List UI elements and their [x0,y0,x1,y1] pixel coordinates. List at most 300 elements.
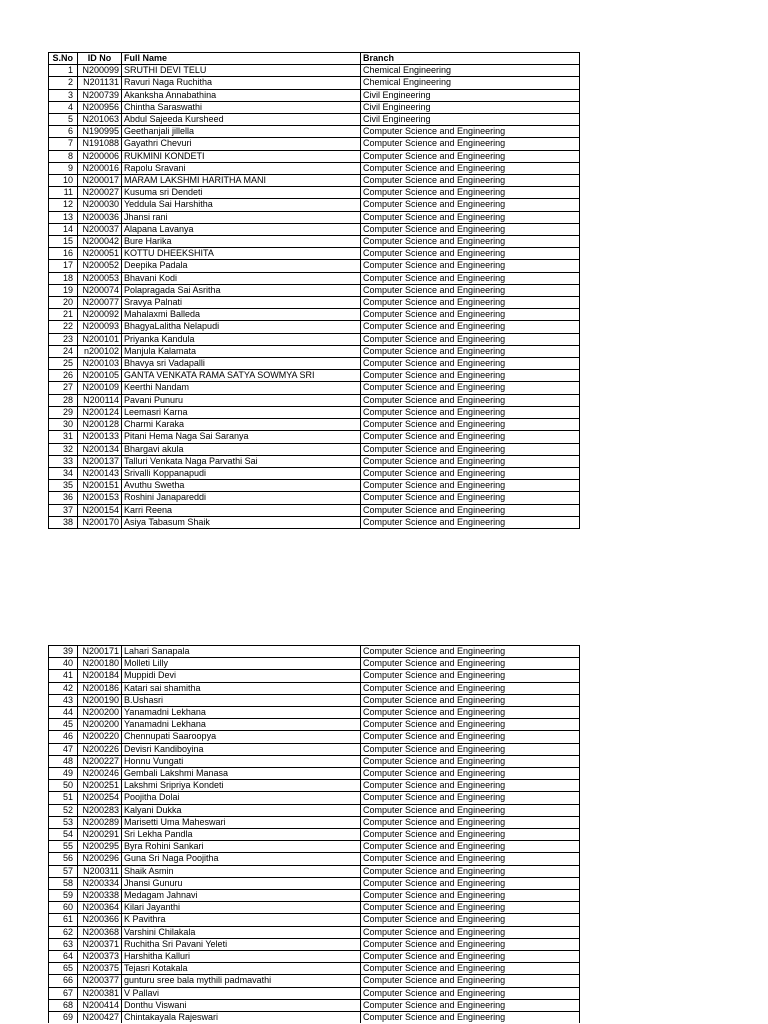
cell-full-name: Gembali Lakshmi Manasa [122,768,361,780]
cell-full-name: RUKMINI KONDETI [122,150,361,162]
cell-full-name: Chennupati Saaroopya [122,731,361,743]
cell-id-no: n200102 [78,345,122,357]
cell-full-name: Marisetti Uma Maheswari [122,816,361,828]
cell-full-name: Avuthu Swetha [122,480,361,492]
cell-id-no: N200296 [78,853,122,865]
table-row [49,284,580,296]
cell-branch: Computer Science and Engineering [361,248,580,260]
cell-full-name: Sri Lekha Pandla [122,829,361,841]
cell-sno: 27 [49,382,78,394]
table-body-1 [49,65,580,529]
cell-branch: Computer Science and Engineering [361,987,580,999]
table-row [49,272,580,284]
cell-sno: 5 [49,114,78,126]
table-row [49,309,580,321]
cell-id-no: N200190 [78,694,122,706]
student-table-1 [48,52,580,529]
table-row [49,431,580,443]
cell-branch: Computer Science and Engineering [361,394,580,406]
table-row [49,670,580,682]
cell-sno: 33 [49,455,78,467]
cell-branch: Civil Engineering [361,101,580,113]
table-row [49,865,580,877]
table-row [49,236,580,248]
cell-full-name: Molleti Lilly [122,658,361,670]
cell-id-no: N200128 [78,419,122,431]
cell-branch: Computer Science and Engineering [361,914,580,926]
cell-full-name: Geethanjali jillella [122,126,361,138]
cell-sno: 28 [49,394,78,406]
cell-full-name: Jhansi Gunuru [122,877,361,889]
table-row [49,406,580,418]
cell-full-name: Alapana Lavanya [122,223,361,235]
cell-full-name: BhagyaLalitha Nelapudi [122,321,361,333]
cell-full-name: Bhavani Kodi [122,272,361,284]
cell-branch: Civil Engineering [361,114,580,126]
cell-full-name: Bure Harika [122,236,361,248]
cell-id-no: N200114 [78,394,122,406]
cell-id-no: N200103 [78,358,122,370]
cell-full-name: MARAM LAKSHMI HARITHA MANI [122,175,361,187]
cell-sno: 38 [49,516,78,528]
cell-sno: 17 [49,260,78,272]
cell-branch: Computer Science and Engineering [361,731,580,743]
cell-id-no: N200006 [78,150,122,162]
table-row [49,938,580,950]
table-row [49,101,580,113]
table-row [49,467,580,479]
cell-full-name: Rapolu Sravani [122,162,361,174]
cell-full-name: Kalyani Dukka [122,804,361,816]
table-row [49,963,580,975]
cell-branch: Computer Science and Engineering [361,951,580,963]
cell-full-name: Pitani Hema Naga Sai Saranya [122,431,361,443]
cell-id-no: N200099 [78,65,122,77]
cell-sno: 6 [49,126,78,138]
table-row [49,707,580,719]
cell-sno: 64 [49,951,78,963]
table-row [49,162,580,174]
cell-full-name: V Pallavi [122,987,361,999]
cell-full-name: Yanamadni Lekhana [122,707,361,719]
table-row [49,480,580,492]
cell-id-no: N200956 [78,101,122,113]
cell-full-name: Pavani Punuru [122,394,361,406]
cell-sno: 46 [49,731,78,743]
cell-sno: 36 [49,492,78,504]
cell-id-no: N200016 [78,162,122,174]
cell-full-name: Karri Reena [122,504,361,516]
table-row [49,138,580,150]
table-row [49,297,580,309]
table-row [49,792,580,804]
table-row [49,780,580,792]
cell-id-no: N200027 [78,187,122,199]
cell-branch: Computer Science and Engineering [361,467,580,479]
cell-branch: Computer Science and Engineering [361,345,580,357]
cell-sno: 52 [49,804,78,816]
cell-branch: Computer Science and Engineering [361,309,580,321]
cell-full-name: Bhavya sri Vadapalli [122,358,361,370]
table-row [49,358,580,370]
cell-full-name: Devisri Kandiboyina [122,743,361,755]
cell-full-name: Guna Sri Naga Poojitha [122,853,361,865]
table-row [49,321,580,333]
cell-sno: 53 [49,816,78,828]
cell-full-name: Donthu Viswani [122,999,361,1011]
cell-branch: Computer Science and Engineering [361,877,580,889]
cell-sno: 55 [49,841,78,853]
cell-id-no: N200053 [78,272,122,284]
table-row [49,504,580,516]
cell-sno: 3 [49,89,78,101]
table-row [49,877,580,889]
cell-id-no: N200137 [78,455,122,467]
table-row [49,175,580,187]
cell-sno: 62 [49,926,78,938]
table-row [49,150,580,162]
table-row [49,902,580,914]
cell-sno: 4 [49,101,78,113]
cell-full-name: Lahari Sanapala [122,646,361,658]
table-row [49,516,580,528]
table-row [49,199,580,211]
cell-sno: 44 [49,707,78,719]
header-branch: Branch [361,53,580,65]
cell-id-no: N200381 [78,987,122,999]
cell-branch: Computer Science and Engineering [361,841,580,853]
cell-branch: Computer Science and Engineering [361,321,580,333]
table-row [49,114,580,126]
cell-branch: Computer Science and Engineering [361,670,580,682]
cell-sno: 7 [49,138,78,150]
cell-id-no: N191088 [78,138,122,150]
cell-full-name: Bhargavi akula [122,443,361,455]
table-row [49,719,580,731]
cell-sno: 24 [49,345,78,357]
cell-branch: Computer Science and Engineering [361,126,580,138]
cell-sno: 61 [49,914,78,926]
cell-sno: 16 [49,248,78,260]
cell-branch: Computer Science and Engineering [361,370,580,382]
cell-branch: Computer Science and Engineering [361,890,580,902]
cell-sno: 26 [49,370,78,382]
cell-branch: Computer Science and Engineering [361,480,580,492]
cell-branch: Computer Science and Engineering [361,792,580,804]
table-row [49,804,580,816]
cell-branch: Chemical Engineering [361,65,580,77]
cell-sno: 56 [49,853,78,865]
table-row [49,223,580,235]
cell-branch: Computer Science and Engineering [361,853,580,865]
cell-full-name: gunturu sree bala mythili padmavathi [122,975,361,987]
cell-full-name: Katari sai shamitha [122,682,361,694]
table-row [49,65,580,77]
cell-id-no: N190995 [78,126,122,138]
cell-id-no: N200200 [78,707,122,719]
cell-sno: 20 [49,297,78,309]
table-row [49,126,580,138]
table-row [49,987,580,999]
cell-sno: 58 [49,877,78,889]
table-row [49,1012,580,1024]
table-row [49,455,580,467]
cell-sno: 40 [49,658,78,670]
cell-branch: Computer Science and Engineering [361,926,580,938]
table-row [49,768,580,780]
cell-branch: Computer Science and Engineering [361,755,580,767]
cell-id-no: N200101 [78,333,122,345]
cell-id-no: N200254 [78,792,122,804]
cell-id-no: N200334 [78,877,122,889]
cell-id-no: N200427 [78,1012,122,1024]
table-row [49,89,580,101]
table-row [49,999,580,1011]
cell-id-no: N200017 [78,175,122,187]
cell-full-name: Priyanka Kandula [122,333,361,345]
table-row [49,345,580,357]
cell-branch: Computer Science and Engineering [361,516,580,528]
cell-full-name: Kusuma sri Dendeti [122,187,361,199]
cell-branch: Computer Science and Engineering [361,199,580,211]
table-body-2 [49,646,580,1024]
cell-branch: Computer Science and Engineering [361,658,580,670]
cell-sno: 18 [49,272,78,284]
table-row [49,187,580,199]
cell-full-name: Jhansi rani [122,211,361,223]
cell-branch: Computer Science and Engineering [361,865,580,877]
table-header-row [49,53,580,65]
cell-sno: 66 [49,975,78,987]
cell-branch: Computer Science and Engineering [361,272,580,284]
cell-sno: 9 [49,162,78,174]
cell-id-no: N200154 [78,504,122,516]
cell-sno: 51 [49,792,78,804]
table-row [49,975,580,987]
cell-branch: Civil Engineering [361,89,580,101]
cell-branch: Computer Science and Engineering [361,138,580,150]
cell-id-no: N200414 [78,999,122,1011]
cell-branch: Computer Science and Engineering [361,297,580,309]
cell-id-no: N200311 [78,865,122,877]
cell-full-name: Kilari Jayanthi [122,902,361,914]
cell-id-no: N200246 [78,768,122,780]
cell-branch: Computer Science and Engineering [361,646,580,658]
cell-branch: Computer Science and Engineering [361,719,580,731]
cell-id-no: N200338 [78,890,122,902]
table-row [49,853,580,865]
cell-branch: Computer Science and Engineering [361,236,580,248]
table-row [49,260,580,272]
cell-id-no: N200133 [78,431,122,443]
cell-branch: Computer Science and Engineering [361,358,580,370]
cell-id-no: N200739 [78,89,122,101]
header-id-no: ID No [78,53,122,65]
cell-id-no: N200074 [78,284,122,296]
cell-id-no: N200364 [78,902,122,914]
table-row [49,914,580,926]
cell-full-name: Medagam Jahnavi [122,890,361,902]
table-row [49,890,580,902]
cell-sno: 12 [49,199,78,211]
cell-id-no: N200042 [78,236,122,248]
cell-sno: 43 [49,694,78,706]
cell-sno: 54 [49,829,78,841]
cell-sno: 23 [49,333,78,345]
cell-full-name: Tejasri Kotakala [122,963,361,975]
cell-branch: Computer Science and Engineering [361,780,580,792]
cell-branch: Chemical Engineering [361,77,580,89]
cell-full-name: Chintha Saraswathi [122,101,361,113]
cell-id-no: N200291 [78,829,122,841]
cell-full-name: Leemasri Karna [122,406,361,418]
table-row [49,951,580,963]
cell-full-name: Polapragada Sai Asritha [122,284,361,296]
cell-sno: 68 [49,999,78,1011]
cell-branch: Computer Science and Engineering [361,938,580,950]
cell-id-no: N200134 [78,443,122,455]
cell-branch: Computer Science and Engineering [361,999,580,1011]
cell-branch: Computer Science and Engineering [361,162,580,174]
cell-full-name: Manjula Kalamata [122,345,361,357]
cell-id-no: N200143 [78,467,122,479]
cell-sno: 60 [49,902,78,914]
cell-full-name: Deepika Padala [122,260,361,272]
cell-full-name: Yanamadni Lekhana [122,719,361,731]
cell-id-no: N200226 [78,743,122,755]
cell-sno: 31 [49,431,78,443]
cell-full-name: Roshini Janapareddi [122,492,361,504]
table-row [49,77,580,89]
table-row [49,731,580,743]
cell-full-name: B.Ushasri [122,694,361,706]
cell-full-name: Charmi Karaka [122,419,361,431]
cell-full-name: Talluri Venkata Naga Parvathi Sai [122,455,361,467]
cell-full-name: Keerthi Nandam [122,382,361,394]
table-row [49,492,580,504]
cell-id-no: N200180 [78,658,122,670]
cell-id-no: N200220 [78,731,122,743]
cell-full-name: Honnu Vungati [122,755,361,767]
cell-id-no: N200170 [78,516,122,528]
cell-sno: 39 [49,646,78,658]
cell-full-name: Ravuri Naga Ruchitha [122,77,361,89]
cell-branch: Computer Science and Engineering [361,804,580,816]
cell-id-no: N200037 [78,223,122,235]
cell-sno: 69 [49,1012,78,1024]
cell-branch: Computer Science and Engineering [361,504,580,516]
table-row [49,816,580,828]
cell-id-no: N200153 [78,492,122,504]
cell-sno: 41 [49,670,78,682]
cell-id-no: N200368 [78,926,122,938]
cell-branch: Computer Science and Engineering [361,284,580,296]
table-row [49,394,580,406]
cell-branch: Computer Science and Engineering [361,975,580,987]
cell-full-name: Poojitha Dolai [122,792,361,804]
cell-sno: 29 [49,406,78,418]
cell-sno: 42 [49,682,78,694]
cell-full-name: K Pavithra [122,914,361,926]
cell-id-no: N200184 [78,670,122,682]
table-row [49,682,580,694]
cell-id-no: N200375 [78,963,122,975]
cell-sno: 30 [49,419,78,431]
cell-full-name: Abdul Sajeeda Kursheed [122,114,361,126]
cell-full-name: Byra Rohini Sankari [122,841,361,853]
cell-id-no: N200289 [78,816,122,828]
cell-id-no: N200227 [78,755,122,767]
cell-sno: 11 [49,187,78,199]
cell-sno: 63 [49,938,78,950]
cell-sno: 13 [49,211,78,223]
table-row [49,419,580,431]
cell-sno: 22 [49,321,78,333]
cell-branch: Computer Science and Engineering [361,333,580,345]
cell-branch: Computer Science and Engineering [361,902,580,914]
table-row [49,841,580,853]
cell-branch: Computer Science and Engineering [361,768,580,780]
cell-branch: Computer Science and Engineering [361,406,580,418]
cell-branch: Computer Science and Engineering [361,431,580,443]
cell-sno: 8 [49,150,78,162]
cell-sno: 59 [49,890,78,902]
table-row [49,646,580,658]
cell-sno: 45 [49,719,78,731]
cell-branch: Computer Science and Engineering [361,175,580,187]
cell-branch: Computer Science and Engineering [361,419,580,431]
table-row [49,694,580,706]
cell-sno: 57 [49,865,78,877]
student-table-2 [48,645,580,1023]
cell-sno: 48 [49,755,78,767]
table-row [49,926,580,938]
cell-id-no: N200251 [78,780,122,792]
cell-sno: 49 [49,768,78,780]
cell-full-name: Varshini Chilakala [122,926,361,938]
table-row [49,743,580,755]
cell-id-no: N201063 [78,114,122,126]
table-row [49,333,580,345]
cell-sno: 32 [49,443,78,455]
cell-branch: Computer Science and Engineering [361,963,580,975]
cell-full-name: KOTTU DHEEKSHITA [122,248,361,260]
table-row [49,211,580,223]
cell-full-name: Ruchitha Sri Pavani Yeleti [122,938,361,950]
cell-sno: 1 [49,65,78,77]
cell-sno: 34 [49,467,78,479]
cell-branch: Computer Science and Engineering [361,1012,580,1024]
cell-id-no: N200200 [78,719,122,731]
cell-full-name: Srivalli Koppanapudi [122,467,361,479]
header-full-name: Full Name [122,53,361,65]
table-row [49,658,580,670]
cell-full-name: Harshitha Kalluri [122,951,361,963]
cell-id-no: N200295 [78,841,122,853]
cell-branch: Computer Science and Engineering [361,260,580,272]
cell-id-no: N200186 [78,682,122,694]
cell-sno: 25 [49,358,78,370]
cell-id-no: N200109 [78,382,122,394]
cell-branch: Computer Science and Engineering [361,150,580,162]
cell-branch: Computer Science and Engineering [361,187,580,199]
cell-full-name: GANTA VENKATA RAMA SATYA SOWMYA SRI [122,370,361,382]
cell-full-name: Sravya Palnati [122,297,361,309]
cell-sno: 37 [49,504,78,516]
cell-branch: Computer Science and Engineering [361,223,580,235]
cell-id-no: N200092 [78,309,122,321]
cell-full-name: SRUTHI DEVI TELU [122,65,361,77]
